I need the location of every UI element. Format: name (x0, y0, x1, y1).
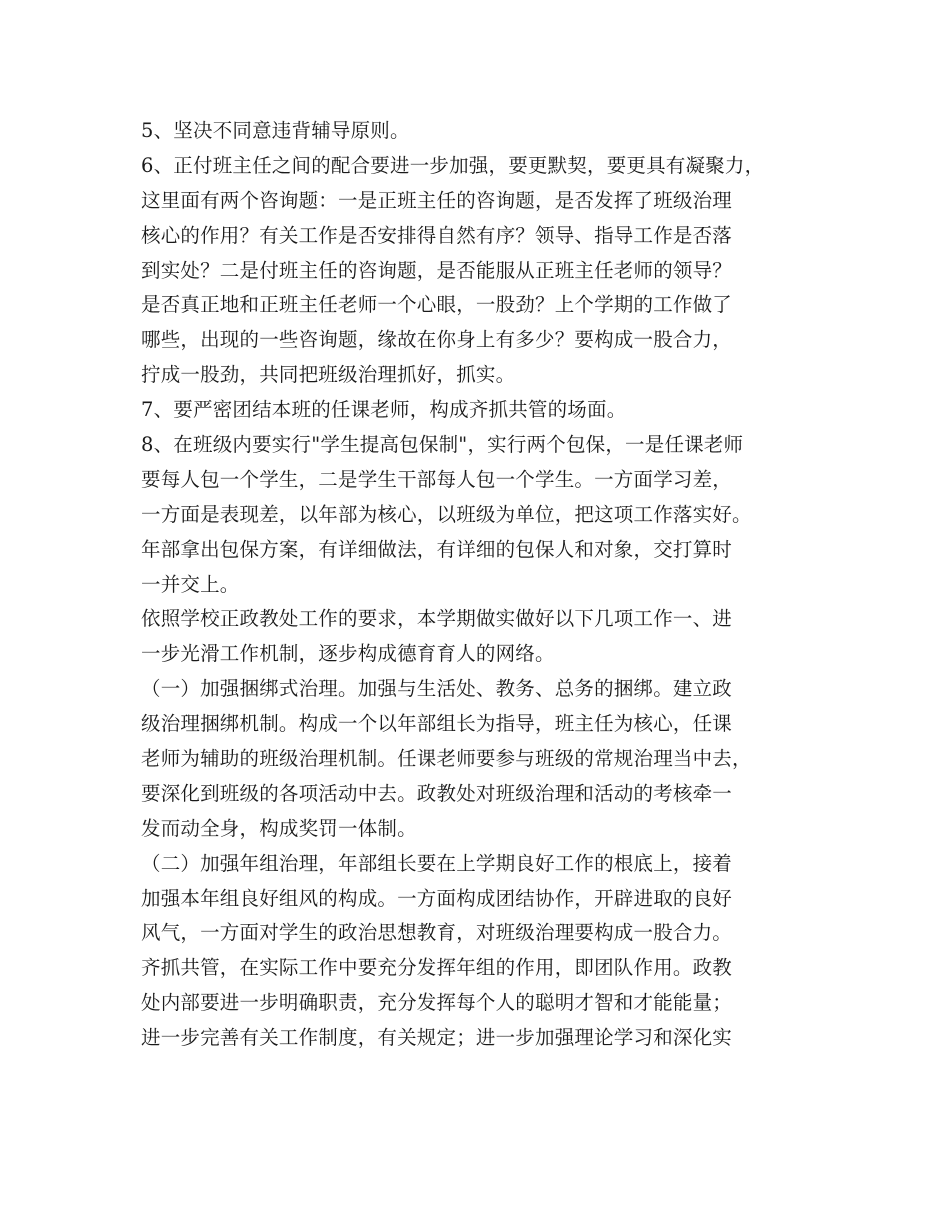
text-line: 这里面有两个咨询题：一是正班主任的咨询题，是否发挥了班级治理 (141, 188, 733, 212)
text-line: 核心的作用？有关工作是否安排得自然有序？领导、指导工作是否落 (141, 223, 733, 247)
text-line: 进一步完善有关工作制度，有关规定；进一步加强理论学习和深化实 (141, 1026, 733, 1050)
text-line: 要每人包一个学生，二是学生干部每人包一个学生。一方面学习差， (141, 467, 733, 491)
body-text (141, 114, 841, 1056)
text-line: 6、正付班主任之间的配合要进一步加强，要更默契，要更具有凝聚力， (141, 153, 765, 177)
text-line: 8、在班级内要实行"学生提高包保制"，实行两个包保，一是任课老师 (141, 433, 744, 457)
text-line: 级治理捆绑机制。构成一个以年部组长为指导，班主任为核心，任课 (141, 712, 733, 736)
text-line: 7、要严密团结本班的任课老师，构成齐抓共管的场面。 (141, 398, 627, 422)
text-line: 一步光滑工作机制，逐步构成德育育人的网络。 (141, 642, 555, 666)
text-line: 到实处？二是付班主任的咨询题，是否能服从正班主任老师的领导？ (141, 258, 733, 282)
text-line: 一并交上。 (141, 572, 240, 596)
text-line: 一方面是表现差，以年部为核心，以班级为单位，把这项工作落实好。 (141, 502, 752, 526)
text-line: 风气，一方面对学生的政治思想教育，对班级治理要构成一股合力。 (141, 921, 733, 945)
text-line: 依照学校正政教处工作的要求，本学期做实做好以下几项工作一、进 (141, 607, 733, 631)
text-line: 是否真正地和正班主任老师一个心眼，一股劲？上个学期的工作做了 (141, 293, 733, 317)
text-line: 要深化到班级的各项活动中去。政教处对班级治理和活动的考核牵一 (141, 781, 733, 805)
text-line: 发而动全身，构成奖罚一体制。 (141, 816, 417, 840)
text-line: 拧成一股劲，共同把班级治理抓好，抓实。 (141, 363, 516, 387)
text-line: （一）加强捆绑式治理。加强与生活处、教务、总务的捆绑。建立政 (141, 677, 733, 701)
text-line: 加强本年组良好组风的构成。一方面构成团结协作，开辟进取的良好 (141, 886, 733, 910)
text-line: 5、坚决不同意违背辅导原则。 (141, 119, 410, 142)
text-line: 齐抓共管，在实际工作中要充分发挥年组的作用，即团队作用。政教 (141, 956, 733, 980)
text-line: （二）加强年组治理，年部组长要在上学期良好工作的根底上，接着 (141, 851, 733, 875)
text-line: 老师为辅助的班级治理机制。任课老师要参与班级的常规治理当中去， (141, 747, 752, 771)
text-line: 处内部要进一步明确职责，充分发挥每个人的聪明才智和才能能量； (141, 991, 733, 1015)
text-line: 年部拿出包保方案，有详细做法，有详细的包保人和对象，交打算时 (141, 537, 733, 561)
text-line: 哪些，出现的一些咨询题，缘故在你身上有多少？要构成一股合力， (141, 328, 733, 352)
